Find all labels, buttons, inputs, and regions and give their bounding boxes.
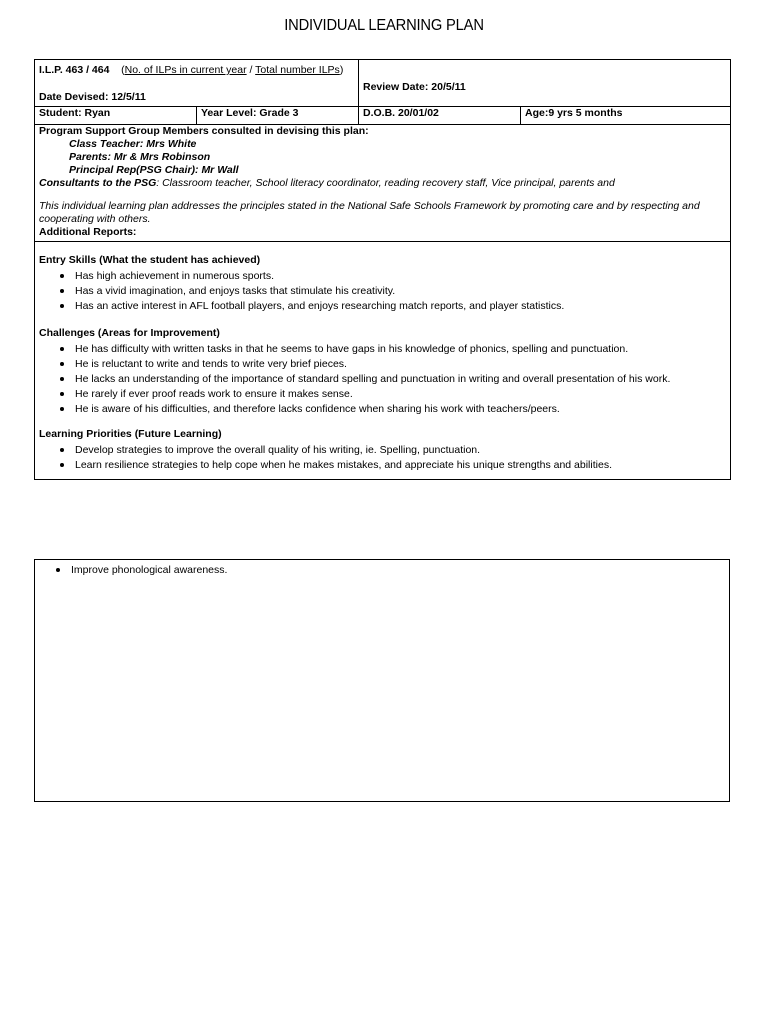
ilp-note-current: No. of ILPs in current year	[124, 64, 247, 76]
consultants-label: Consultants to the PSG	[39, 177, 157, 189]
year-level: Year Level: Grade 3	[197, 107, 359, 125]
challenges-heading: Challenges (Areas for Improvement)	[39, 327, 220, 339]
list-item: Learn resilience strategies to help cope when he makes mistakes, and appreciate his unique strengths and abilities.	[75, 458, 726, 473]
ilp-note-sep: /	[246, 64, 256, 76]
student-row	[35, 107, 731, 125]
ilp-note-close: )	[339, 64, 344, 76]
entry-skills-list	[39, 269, 726, 314]
program-row	[35, 125, 731, 242]
list-item: Has an active interest in AFL football players, and enjoys researching match reports, and player statistics.	[75, 299, 726, 314]
list-item: Improve phonological awareness.	[71, 563, 729, 578]
list-item: Has high achievement in numerous sports.	[75, 269, 726, 284]
principal-rep: Principal Rep(PSG Chair): Mr Wall	[69, 164, 239, 176]
program-cell	[35, 125, 731, 242]
challenges-list	[39, 342, 726, 417]
skills-row	[35, 242, 731, 480]
continuation-box	[34, 559, 730, 802]
list-item: He is aware of his difficulties, and therefore lacks confidence when sharing his work with teachers/peers.	[75, 402, 726, 417]
review-date: Review Date: 20/5/11	[363, 81, 466, 93]
framework-text: This individual learning plan addresses the principles stated in the National Safe Schools Framework by promoting care and by respecting and cooperating with others.	[39, 200, 700, 225]
header-row	[35, 60, 731, 107]
continuation-list	[35, 563, 729, 578]
learning-priorities-heading: Learning Priorities (Future Learning)	[39, 428, 222, 440]
consultants-line	[39, 177, 726, 190]
parents: Parents: Mr & Mrs Robinson	[69, 151, 211, 163]
review-cell	[359, 60, 731, 107]
list-item: He is reluctant to write and tends to write very brief pieces.	[75, 357, 726, 372]
list-item: He has difficulty with written tasks in that he seems to have gaps in his knowledge of phonics, spelling and punctuation.	[75, 342, 726, 357]
additional-reports: Additional Reports:	[39, 226, 137, 238]
list-item: He lacks an understanding of the importance of standard spelling and punctuation in writing and overall presentation of his work.	[75, 372, 726, 387]
list-item: He rarely if ever proof reads work to ensure it makes sense.	[75, 387, 726, 402]
list-item: Develop strategies to improve the overall quality of his writing, ie. Spelling, punctuation.	[75, 443, 726, 458]
date-devised: Date Devised: 12/5/11	[39, 91, 146, 103]
skills-cell	[35, 242, 731, 480]
ilp-cell	[35, 60, 359, 107]
class-teacher: Class Teacher: Mrs White	[69, 138, 197, 150]
student-name: Student: Ryan	[35, 107, 197, 125]
consultants-text: : Classroom teacher, School literacy coordinator, reading recovery staff, Vice principal, parents and	[156, 177, 615, 189]
date-of-birth: D.O.B. 20/01/02	[359, 107, 521, 125]
learning-priorities-list	[39, 443, 726, 473]
ilp-note-total: Total number ILPs	[255, 64, 340, 76]
program-heading: Program Support Group Members consulted in devising this plan:	[39, 125, 369, 137]
ilp-table	[34, 59, 731, 480]
ilp-note-open: (	[121, 64, 125, 76]
student-age: Age:9 yrs 5 months	[521, 107, 731, 125]
ilp-number: I.L.P. 463 / 464	[39, 64, 110, 76]
document-title: INDIVIDUAL LEARNING PLAN	[284, 17, 484, 34]
list-item: Has a vivid imagination, and enjoys tasks that stimulate his creativity.	[75, 284, 726, 299]
entry-skills-heading: Entry Skills (What the student has achieved)	[39, 254, 261, 266]
